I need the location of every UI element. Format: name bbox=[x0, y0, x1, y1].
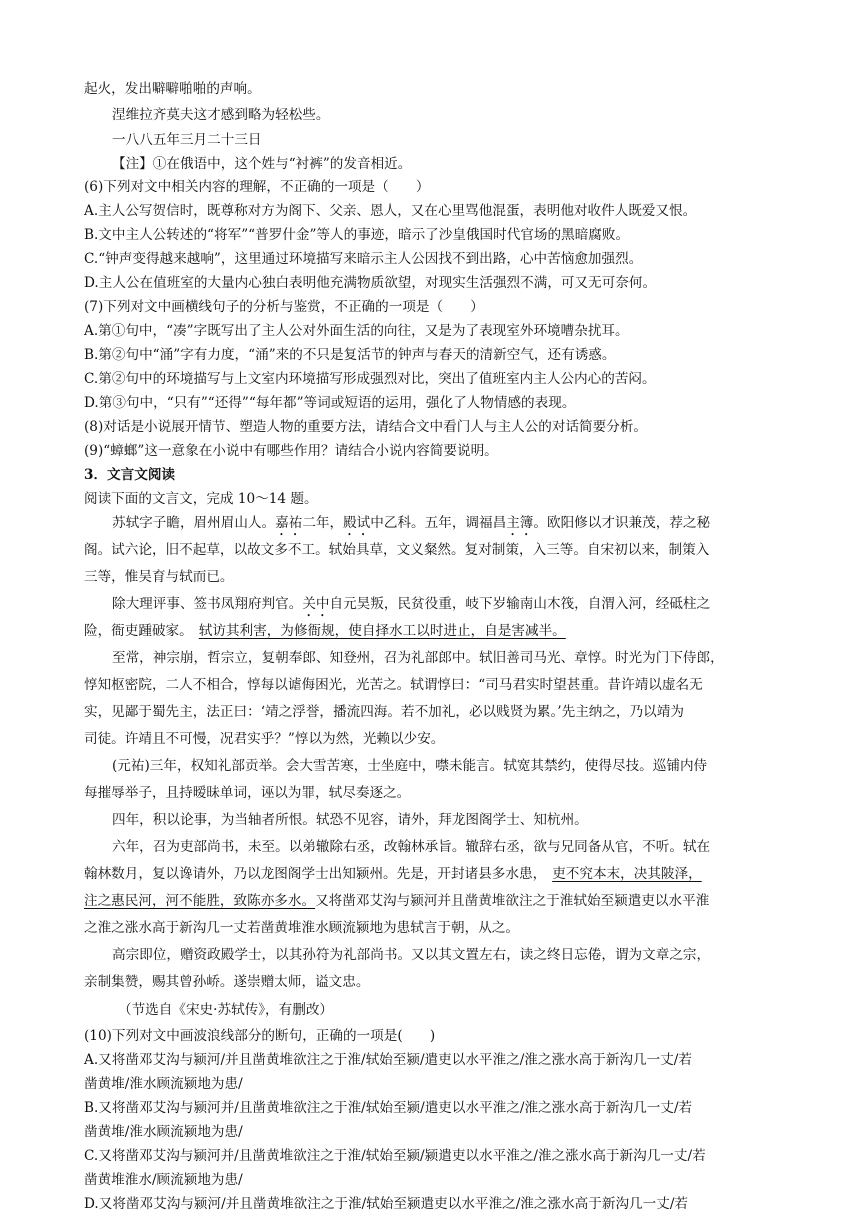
passage-line bbox=[84, 622, 784, 640]
passage-text: 。欧阳修以才识兼茂，荐之秘 bbox=[533, 515, 711, 531]
option-6b: B.文中主人公转述的“将军”“普罗什金”等人的事迹，暗示了沙皇俄国时代官场的黑暗腐败。 bbox=[84, 227, 630, 243]
source-citation: （节选自《宋史·苏轼传》，有删改） bbox=[118, 1002, 334, 1018]
option-7c: C.第②句中的环境描写与上文室内环境描写形成强烈对比，突出了值班室内主人公内心的苦闷。 bbox=[84, 371, 656, 387]
option-7d: D.第③句中，“只有”“还得”“每年都”等词或短语的运用，强化了人物情感的表现。 bbox=[84, 395, 576, 411]
option-7b: B.第②句中“涌”字有力度，“涌”来的不只是复活节的钟声与春天的清新空气，还有诱惑。 bbox=[84, 347, 616, 363]
dotted-term: 关中 bbox=[302, 596, 330, 612]
passage-text: 翰林数月，复以谗请外，乃以龙图阁学士出知颍州。先是，开封诸县多水患， bbox=[84, 866, 547, 882]
underlined-sentence: 吏不究本末，决其陂泽， bbox=[552, 866, 702, 882]
passage-line: 三等，惟吴育与轼而已。 bbox=[84, 569, 234, 585]
passage-line: 惇知枢密院，二人不相合，惇每以谑侮困光，光苦之。轼谓惇曰：“司马君实时望甚重。昔许靖以虚名无 bbox=[84, 677, 703, 693]
option-10b: B.又将凿邓艾沟与颍河并/且凿黄堆欲注之于淮/轼始至颍/遣吏以水平淮之/淮之涨水高于新沟几一丈/若 bbox=[84, 1100, 693, 1116]
passage-text: 二年， bbox=[302, 515, 344, 531]
question-8: (8)对话是小说展开情节、塑造人物的重要方法，请结合文中看门人与主人公的对话简要分析。 bbox=[84, 419, 648, 435]
passage-text: 险，衙吏踵破家。 bbox=[84, 623, 193, 639]
instruction: 阅读下面的文言文，完成 10～14 题。 bbox=[84, 491, 318, 507]
passage-text: 又将凿邓艾沟与颍河并且凿黄堆欲注之于淮轼始至颍遣吏以水平淮 bbox=[315, 893, 710, 909]
option-10d: D.又将凿邓艾沟与颍河/并且凿黄堆欲注之于淮/轼始至颍遣吏以水平淮之/淮之涨水高于新沟几一丈/若 bbox=[84, 1196, 688, 1212]
passage-text: 中乙科。五年，调福昌 bbox=[370, 515, 507, 531]
story-date: 一八八五年三月二十三日 bbox=[112, 132, 262, 148]
passage-line bbox=[112, 514, 784, 539]
question-9: (9)“蟑螂”这一意象在小说中有哪些作用？请结合小说内容简要说明。 bbox=[84, 443, 498, 459]
option-6a: A.主人公写贺信时，既尊称对方为阁下、父亲、恩人，又在心里骂他混蛋，表明他对收件人既爱又恨。 bbox=[84, 203, 697, 219]
passage-text: 自元昊叛，民贫役重，岐下岁输南山木筏，自渭入河，经砥柱之 bbox=[329, 596, 711, 612]
question-10: (10)下列对文中画波浪线部分的断句，正确的一项是( ) bbox=[84, 1028, 436, 1044]
passage-line: 至常，神宗崩，哲宗立，复朝奉郎、知登州，召为礼部郎中。轼旧善司马光、章惇。时光为门下侍郎， bbox=[112, 650, 724, 666]
passage-line: 司徒。许靖且不可慢，况君实乎？”惇以为然，光赖以少安。 bbox=[84, 731, 445, 747]
footnote: 【注】①在俄语中，这个姓与“衬裤”的发音相近。 bbox=[112, 156, 412, 172]
dotted-term: 殿试 bbox=[343, 515, 371, 531]
passage-line: 每摧辱举子，且持暧昧单词，诬以为罪，轼尽奏逐之。 bbox=[84, 785, 411, 801]
passage-line bbox=[84, 892, 784, 910]
passage-line bbox=[112, 595, 784, 620]
story-ending-line: 涅维拉齐莫夫这才感到略为轻松些。 bbox=[112, 107, 330, 123]
underlined-sentence: 轼访其利害，为修衙规，使自择水工以时进止，自是害减半。 bbox=[198, 623, 566, 639]
question-7: (7)下列对文中画横线句子的分析与鉴赏，不正确的一项是（ ） bbox=[84, 299, 484, 315]
dotted-term: 主簿 bbox=[506, 515, 534, 531]
passage-line: 实，见鄙于蜀先主，法正曰：‘靖之浮誉，播流四海。若不加礼，必以贱贤为累。’先主纳之，乃以靖为 bbox=[84, 704, 684, 720]
passage-line: (元祐)三年，权知礼部贡举。会大雪苦寒，士坐庭中，噤未能言。轼宽其禁约，使得尽技。巡铺内侍 bbox=[112, 758, 708, 774]
passage-line: 六年，召为吏部尚书，未至。以弟辙除右丞，改翰林承旨。辙辞右丞，欲与兄同备从官，不听。轼在 bbox=[112, 839, 711, 855]
section-heading: 3．文言文阅读 bbox=[84, 467, 176, 483]
story-ending-line: 起火，发出噼噼啪啪的声响。 bbox=[84, 81, 261, 97]
passage-text: 除大理评事、签书凤翔府判官。 bbox=[112, 596, 303, 612]
question-6: (6)下列对文中相关内容的理解，不正确的一项是（ ） bbox=[84, 179, 430, 195]
option-10c-cont: 凿黄堆淮水/顾流颍地为患/ bbox=[84, 1172, 243, 1188]
passage-line: 阁。试六论，旧不起草，以故文多不工。轼始具草，文义粲然。复对制策，入三等。自宋初以来，制策入 bbox=[84, 542, 710, 558]
option-10a: A.又将凿邓艾沟与颍河/并且凿黄堆欲注之于淮/轼始至颍/遣吏以水平淮之/淮之涨水高于新沟几一丈/若 bbox=[84, 1052, 692, 1068]
passage-line bbox=[84, 865, 784, 883]
passage-text: 苏轼字子瞻，眉州眉山人。 bbox=[112, 515, 276, 531]
passage-line: 亲制集赞，赐其曾孙峤。遂崇赠太师，谥文忠。 bbox=[84, 974, 370, 990]
dotted-term: 嘉祐 bbox=[275, 515, 303, 531]
passage-line: 高宗即位，赠资政殿学士，以其孙符为礼部尚书。又以其文置左右，读之终日忘倦，谓为文章之宗， bbox=[112, 947, 711, 963]
option-10a-cont: 凿黄堆/淮水顾流颍地为患/ bbox=[84, 1076, 243, 1092]
passage-line: 之淮之涨水高于新沟几一丈若凿黄堆淮水顾流颍地为患轼言于朝，从之。 bbox=[84, 920, 519, 936]
option-6c: C.“钟声变得越来越响”，这里通过环境描写来暗示主人公因找不到出路，心中苦恼愈加强烈。 bbox=[84, 251, 643, 267]
option-10b-cont: 凿黄堆/淮水顾流颍地为患/ bbox=[84, 1124, 243, 1140]
passage-line: 四年，积以论事，为当轴者所恨。轼恐不见容，请外，拜龙图阁学士、知杭州。 bbox=[112, 812, 588, 828]
underlined-sentence: 注之惠民河，河不能胜，致陈亦多水。 bbox=[84, 893, 316, 909]
option-6d: D.主人公在值班室的大量内心独白表明他充满物质欲望，对现实生活强烈不满，可又无可奈何。 bbox=[84, 275, 657, 291]
option-10c: C.又将凿邓艾沟与颍河并/且凿黄堆欲注之于淮/轼始至颍/颍遣吏以水平淮之/淮之涨水高于新沟几一丈/若 bbox=[84, 1148, 706, 1164]
option-7a: A.第①句中，“凑”字既写出了主人公对外面生活的向往，又是为了表现室外环境嘈杂扰耳。 bbox=[84, 323, 629, 339]
